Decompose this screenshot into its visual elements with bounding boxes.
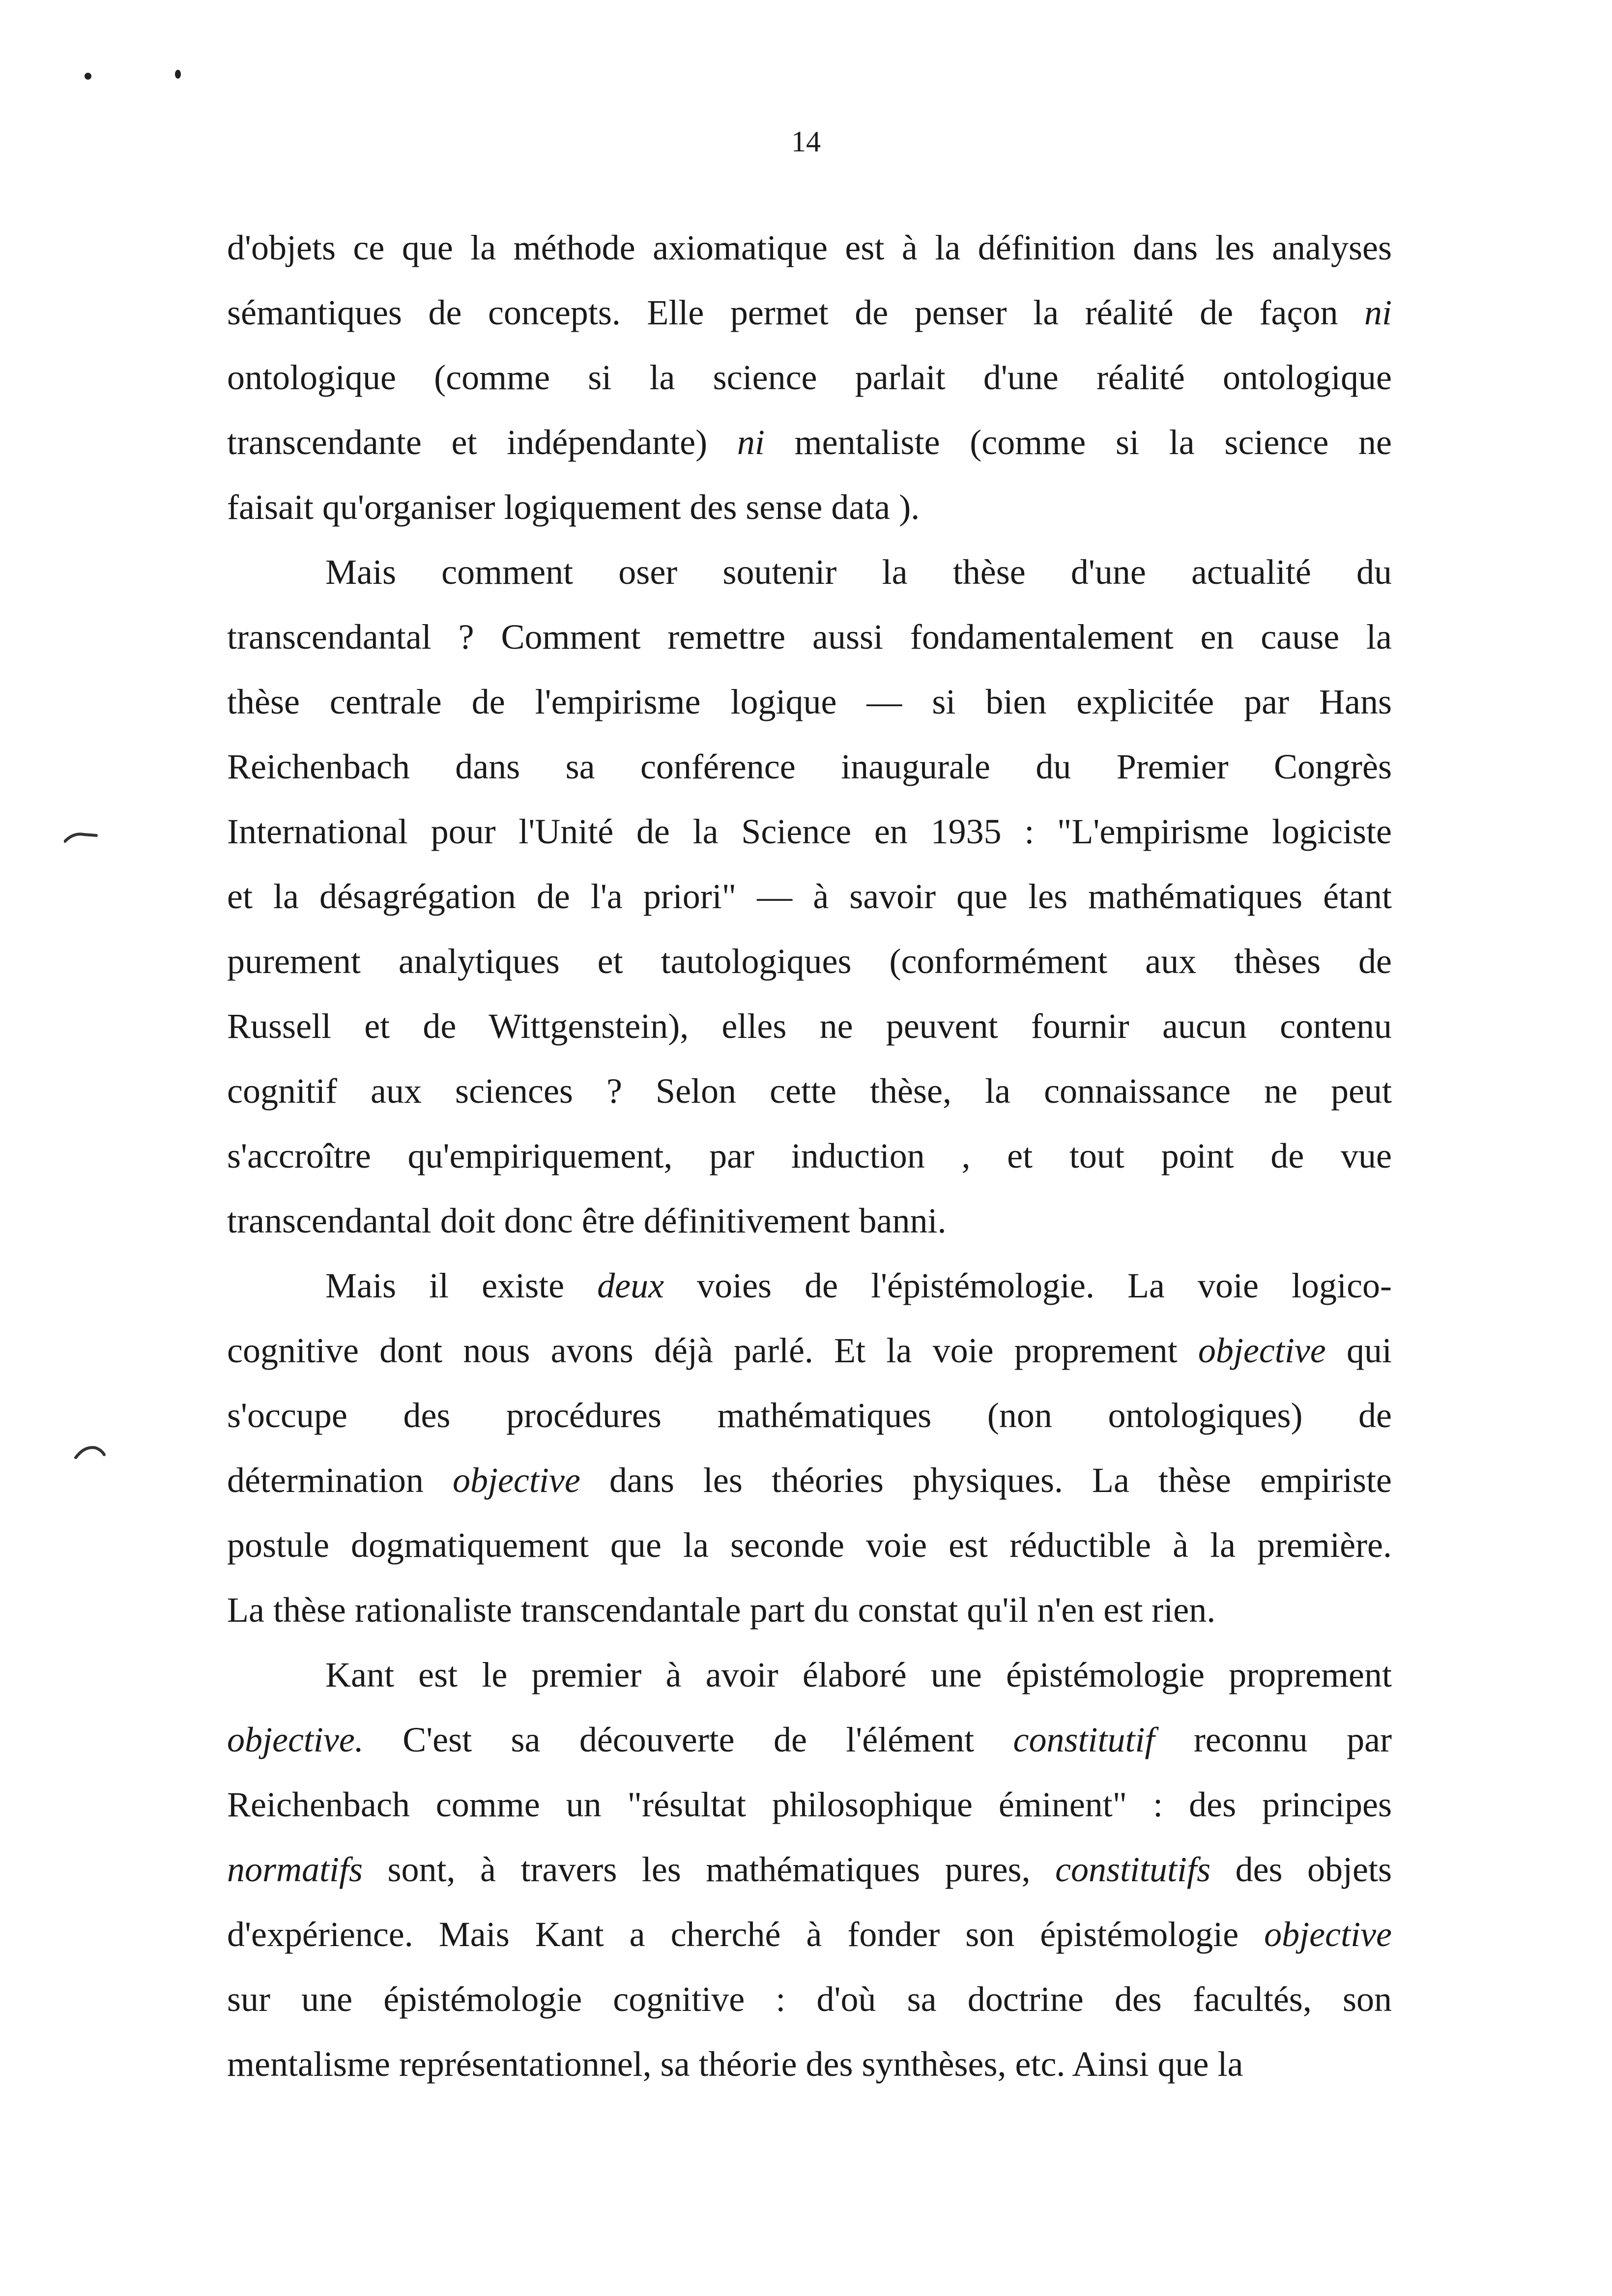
text-line: International pour l'Unité de la Science en 1935 : "L'empirisme logiciste — [227, 812, 1392, 851]
text-line: faisait qu'organiser logiquement des sense data ). — [227, 488, 920, 527]
text-line: thèse centrale de l'empirisme logique — si bien explicitée par Hans — [227, 682, 1392, 721]
text-line: d'objets ce que la méthode axiomatique est à la définition dans les analyses — [227, 228, 1392, 267]
margin-mark — [64, 830, 98, 844]
text-line: sémantiques de concepts. Elle permet de penser la réalité de façon ni — [227, 293, 1392, 332]
text-line: postule dogmatiquement que la seconde voie est réductible à la première. — [227, 1525, 1392, 1565]
body-text — [227, 215, 1392, 2096]
text-line: s'accroître qu'empiriquement, par induction , et tout point de vue — [227, 1136, 1392, 1176]
text-line: purement analytiques et tautologiques (conformément aux thèses de — [227, 942, 1392, 981]
scan-speck — [85, 73, 91, 80]
text-line: normatifs sont, à travers les mathématiques pures, constitutifs des objets — [227, 1850, 1392, 1889]
margin-mark — [74, 1445, 108, 1460]
text-line: cognitif aux sciences ? Selon cette thèse, la connaissance ne peut — [227, 1071, 1392, 1111]
text-line: Kant est le premier à avoir élaboré une épistémologie proprement — [325, 1655, 1392, 1694]
text-line: ontologique (comme si la science parlait d'une réalité ontologique — [227, 358, 1392, 397]
text-line: Reichenbach dans sa conférence inaugurale du Premier Congrès — [227, 747, 1392, 786]
text-line: Mais comment oser soutenir la thèse d'une actualité du — [325, 552, 1392, 592]
text-line: Reichenbach comme un "résultat philosophique éminent" : des principes — [227, 1785, 1392, 1824]
text-line: détermination objective dans les théories physiques. La thèse empiriste — [227, 1461, 1392, 1500]
text-line: d'expérience. Mais Kant a cherché à fonder son épistémologie objective — [227, 1915, 1392, 1954]
scan-speck — [175, 70, 181, 79]
text-line: objective. C'est sa découverte de l'élément constitutif reconnu par — [227, 1720, 1392, 1759]
text-line: transcendantal doit donc être définitivement banni. — [227, 1201, 947, 1240]
text-line: transcendantal ? Comment remettre aussi fondamentalement en cause la — [227, 617, 1392, 657]
text-line: La thèse rationaliste transcendantale part du constat qu'il n'en est rien. — [227, 1590, 1216, 1630]
page-number: 14 — [791, 125, 821, 158]
paragraph — [227, 1253, 1392, 1642]
paragraph — [227, 215, 1392, 540]
text-line: cognitive dont nous avons déjà parlé. Et la voie proprement objective qui — [227, 1331, 1392, 1370]
text-line: et la désagrégation de l'a priori" — à savoir que les mathématiques étant — [227, 877, 1392, 916]
text-line: Russell et de Wittgenstein), elles ne peuvent fournir aucun contenu — [227, 1006, 1392, 1046]
text-line: s'occupe des procédures mathématiques (non ontologiques) de — [227, 1396, 1392, 1435]
paragraph — [227, 540, 1392, 1253]
text-line: mentalisme représentationnel, sa théorie des synthèses, etc. Ainsi que la — [227, 2044, 1243, 2084]
paragraph — [227, 1642, 1392, 2096]
text-line: transcendante et indépendante) ni mentaliste (comme si la science ne — [227, 423, 1392, 462]
text-line: sur une épistémologie cognitive : d'où sa doctrine des facultés, son — [227, 1980, 1392, 2019]
text-line: Mais il existe deux voies de l'épistémologie. La voie logico- — [325, 1266, 1392, 1305]
